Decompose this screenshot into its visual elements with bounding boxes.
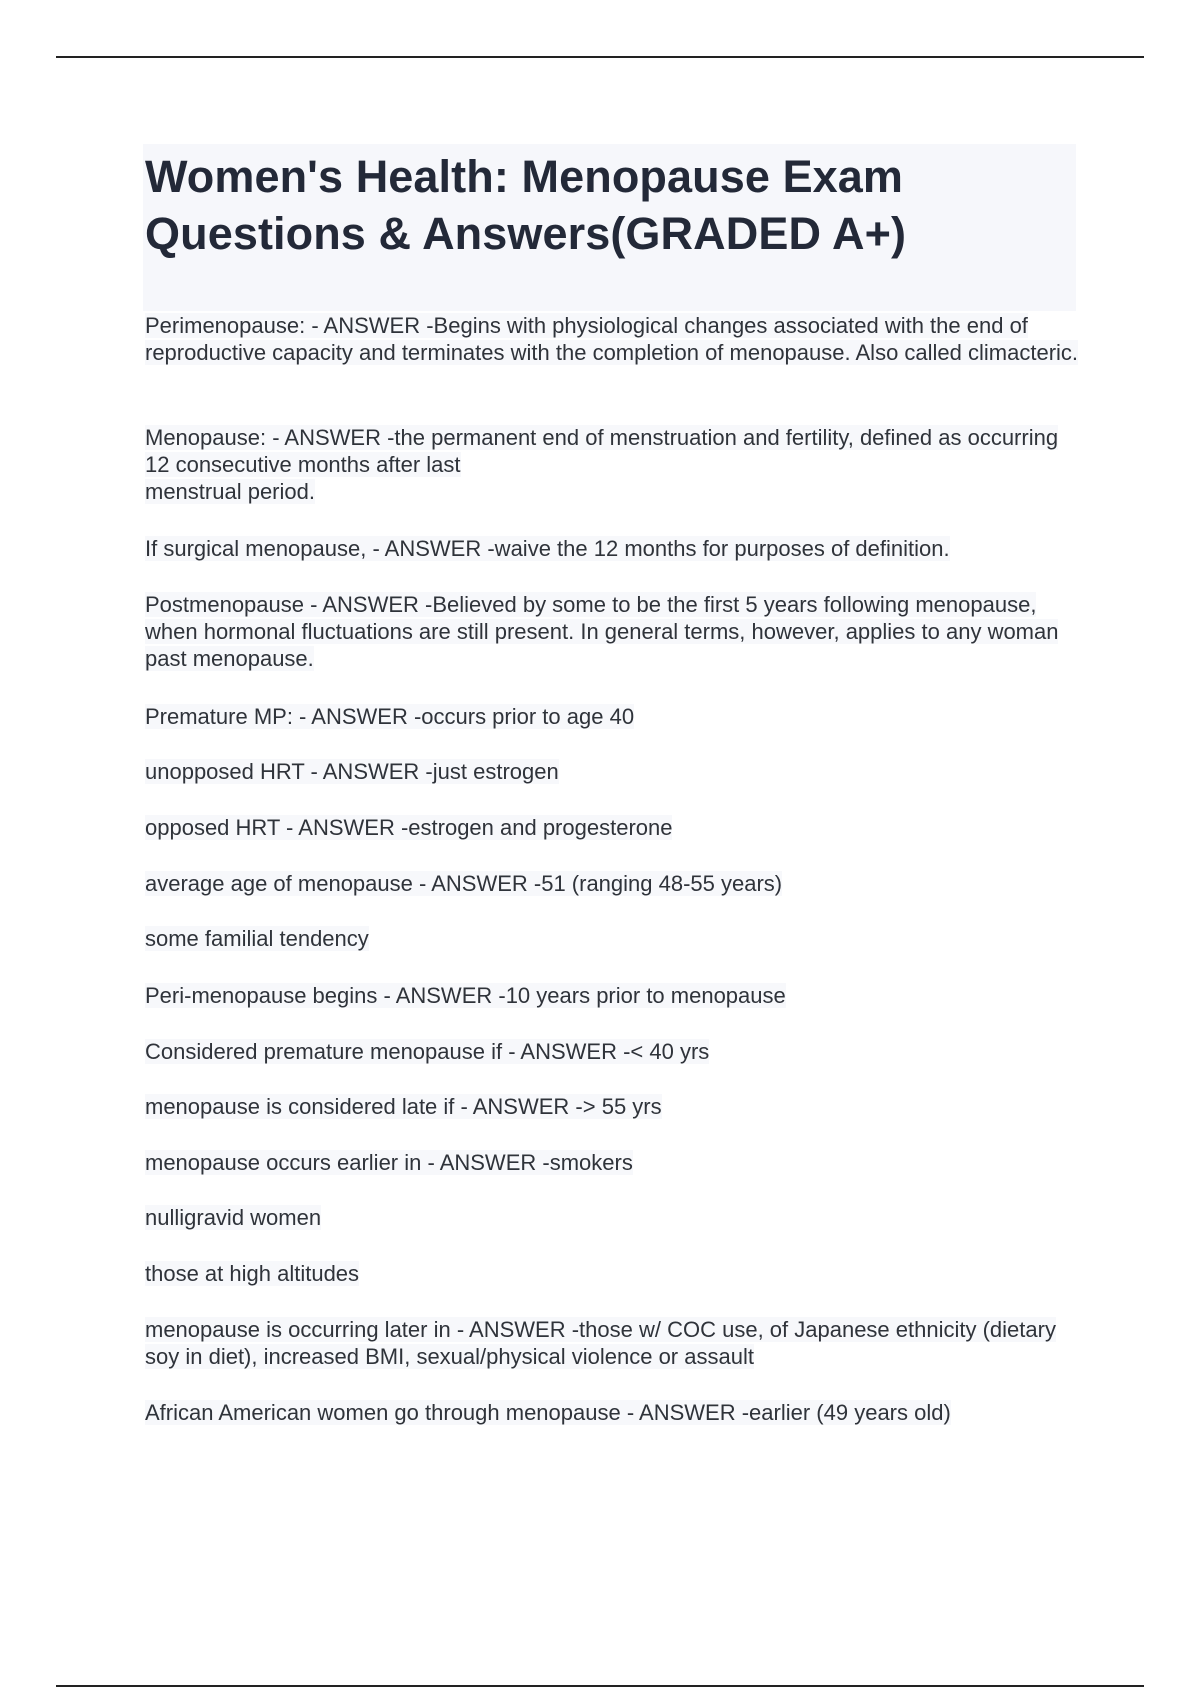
bottom-divider xyxy=(56,1685,1144,1687)
qa-item: some familial tendency xyxy=(145,926,369,951)
title-line-1: Women's Health: Menopause Exam xyxy=(145,151,904,202)
qa-item: menopause is considered late if - ANSWER -> 55 yrs xyxy=(145,1094,662,1119)
qa-item: average age of menopause - ANSWER -51 (ranging 48-55 years) xyxy=(145,871,783,896)
page-title xyxy=(145,148,1076,262)
qa-item: opposed HRT - ANSWER -estrogen and progesterone xyxy=(145,815,673,840)
qa-item: Premature MP: - ANSWER -occurs prior to age 40 xyxy=(145,704,635,729)
qa-item: nulligravid women xyxy=(145,1205,322,1230)
qa-item: unopposed HRT - ANSWER -just estrogen xyxy=(145,759,559,784)
qa-item: Considered premature menopause if - ANSWER -< 40 yrs xyxy=(145,1039,710,1064)
top-divider xyxy=(56,56,1144,58)
title-block xyxy=(143,144,1076,311)
qa-item: Postmenopause - ANSWER -Believed by some to be the first 5 years following menopause, when hormonal fluctuations are still present. In general terms, however, applies to any woman past menopause. xyxy=(145,592,1059,671)
qa-item: African American women go through menopause - ANSWER -earlier (49 years old) xyxy=(145,1400,951,1425)
qa-item: Peri-menopause begins - ANSWER -10 years prior to menopause xyxy=(145,983,786,1008)
qa-item: menopause occurs earlier in - ANSWER -smokers xyxy=(145,1150,633,1175)
qa-item: If surgical menopause, - ANSWER -waive the 12 months for purposes of definition. xyxy=(145,536,950,561)
qa-item: menopause is occurring later in - ANSWER -those w/ COC use, of Japanese ethnicity (dietary soy in diet), increased BMI, sexual/physical violence or assault xyxy=(145,1317,1056,1369)
qa-item: those at high altitudes xyxy=(145,1261,360,1286)
qa-item: Perimenopause: - ANSWER -Begins with physiological changes associated with the end of reproductive capacity and terminates with the completion of menopause. Also called climacteric. xyxy=(145,313,1079,365)
qa-item: Menopause: - ANSWER -the permanent end of menstruation and fertility, defined as occurring 12 consecutive months after last menstrual period. xyxy=(145,425,1059,504)
title-line-2: Questions & Answers(GRADED A+) xyxy=(145,208,907,259)
